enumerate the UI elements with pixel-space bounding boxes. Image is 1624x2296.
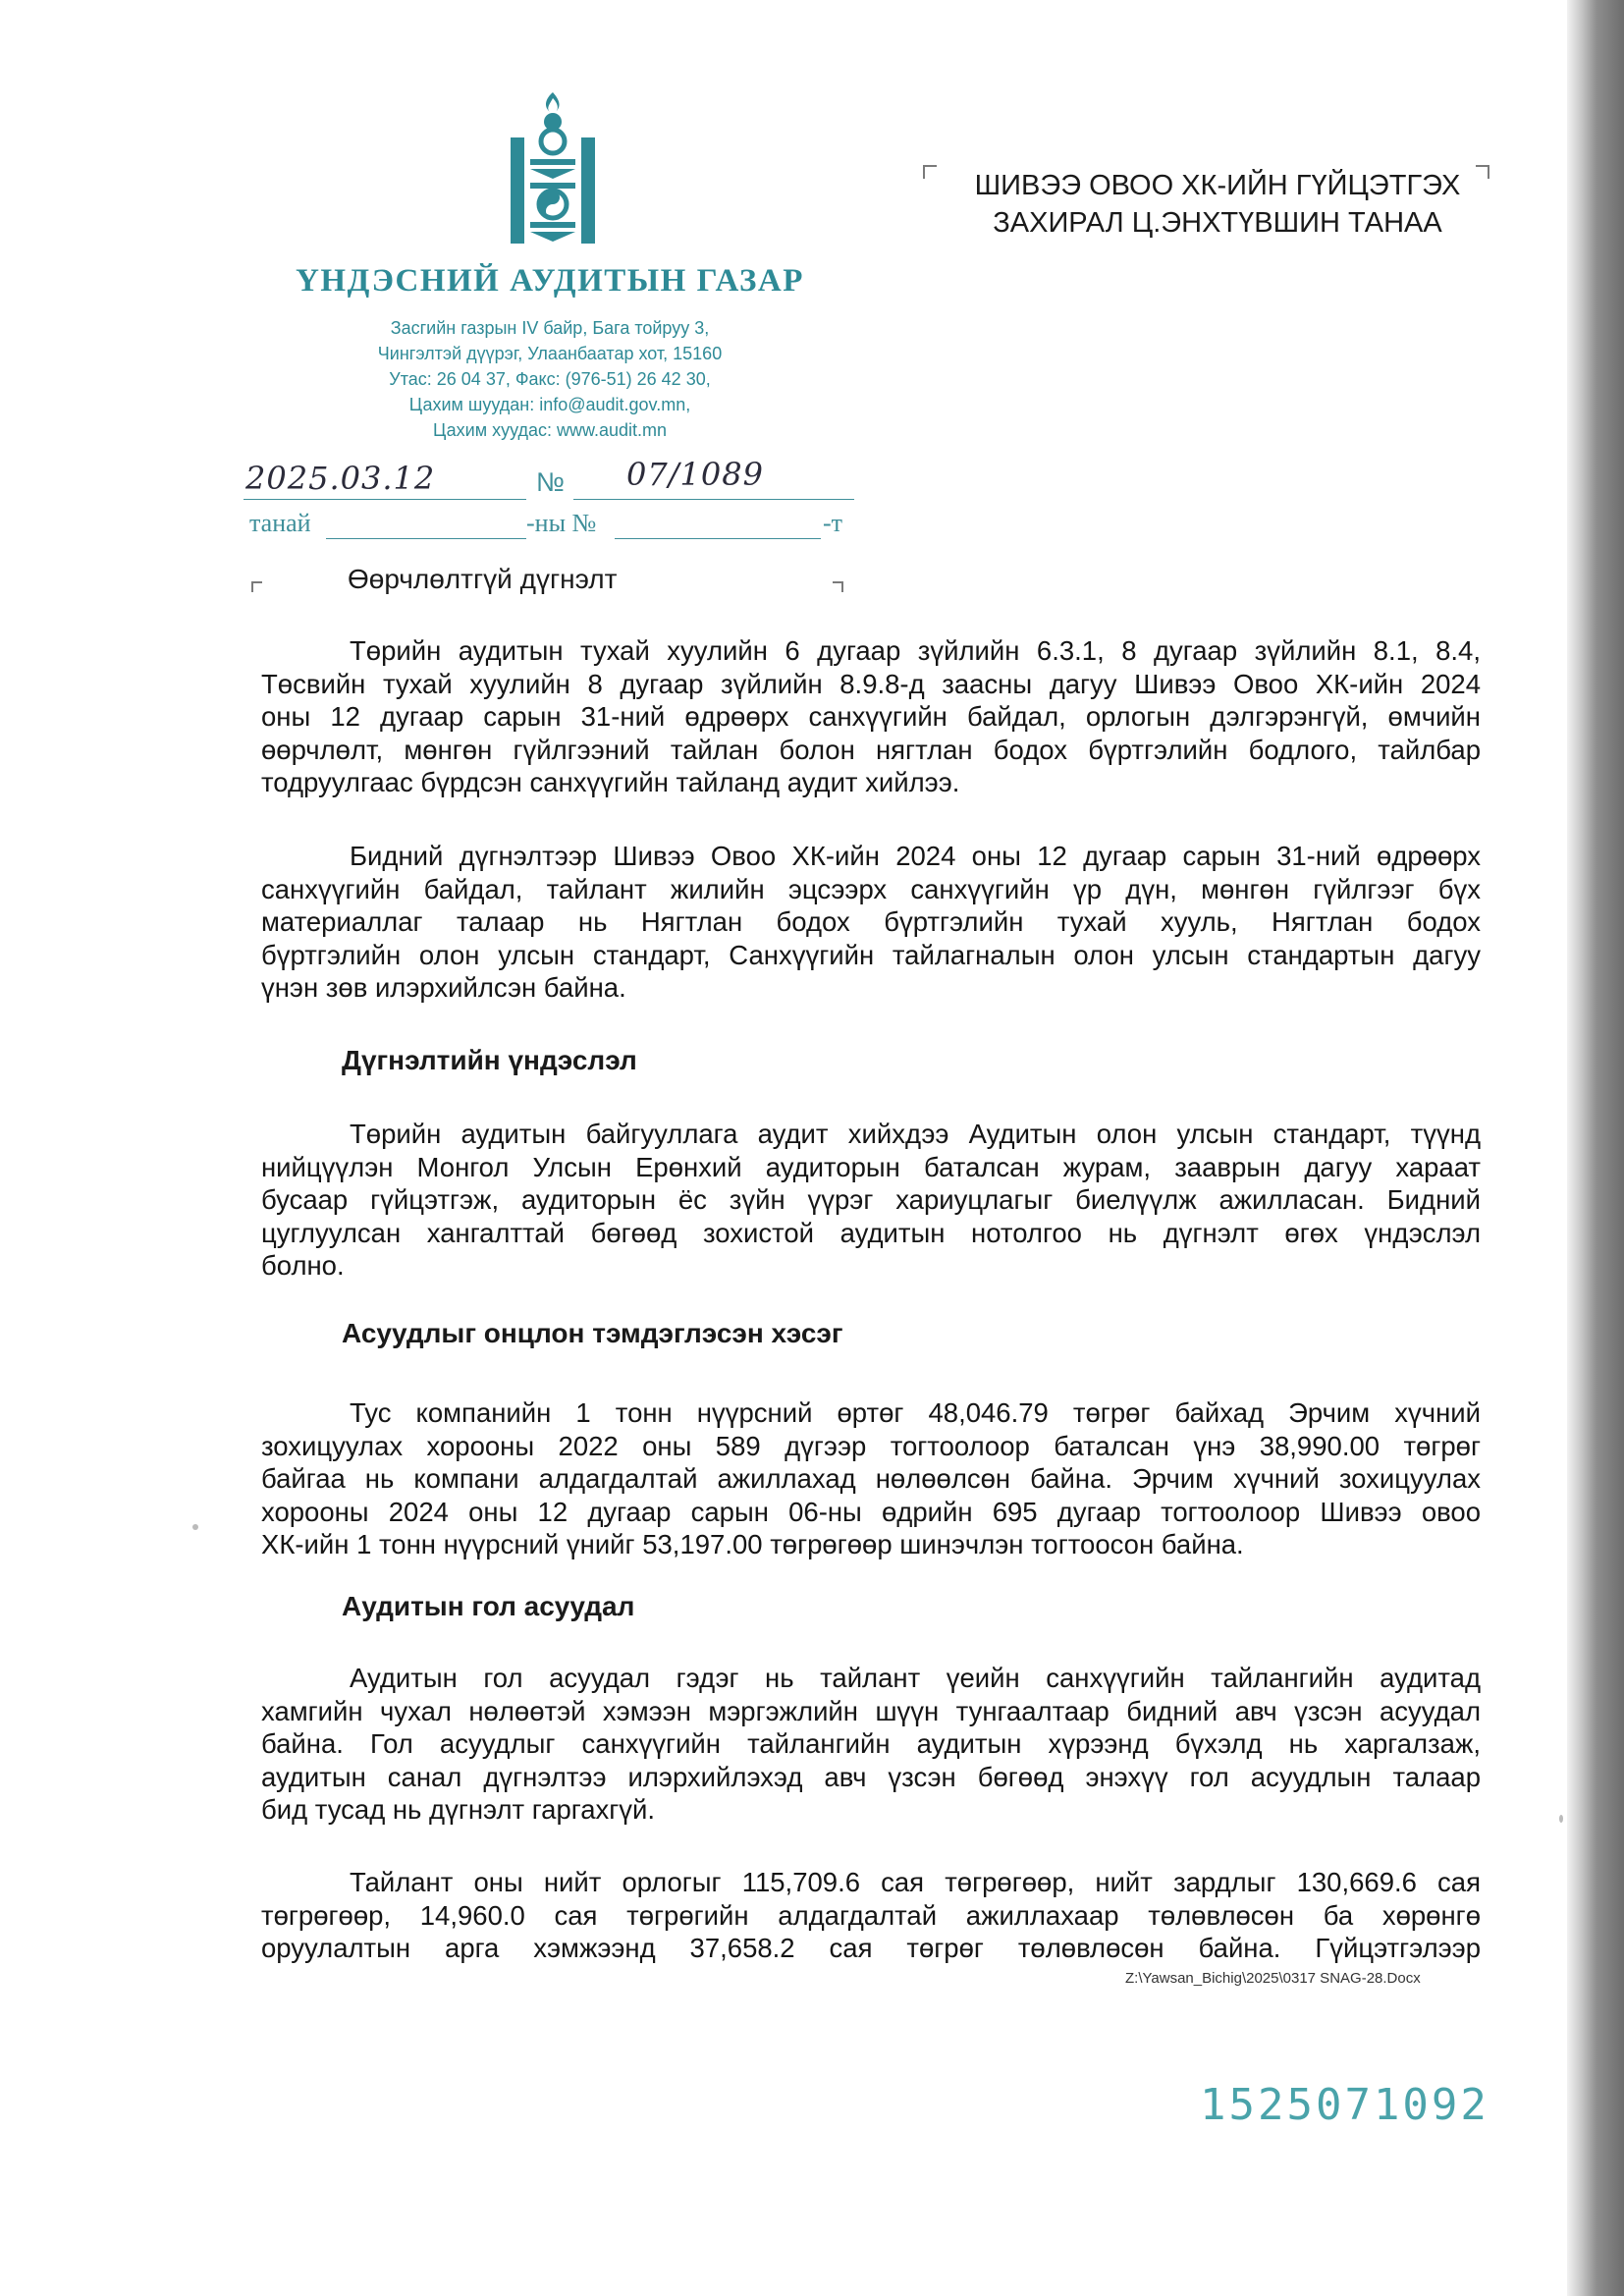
- text-line: бид тусад нь дүгнэлт гаргахгүй.: [261, 1794, 656, 1826]
- text-line: аудитын санал дүгнэлтээ илэрхийлэхэд авч үзсэн бөгөөд энэхүү гол асуудлын талаар: [261, 1761, 1481, 1792]
- organization-name: ҮНДЭСНИЙ АУДИТЫН ГАЗАР: [296, 263, 804, 299]
- text-line: бүртгэлийн олон улсын стандарт, Санхүүгийн тайлагналын олон улсын стандартын дагуу: [261, 939, 1481, 970]
- handwritten-date: 2025.03.12: [245, 460, 436, 497]
- number-label: №: [536, 467, 565, 497]
- text-line: цуглуулсан хангалттай бөгөөд зохистой аудитын нотолгоо нь дүгнэлт өгөх үндэслэл: [261, 1217, 1481, 1248]
- paragraph-budget: [261, 1866, 1481, 1965]
- corner-mark: [251, 581, 262, 592]
- paragraph-opinion: [261, 840, 1481, 1005]
- section-heading: Аудитын гол асуудал: [342, 1591, 635, 1621]
- text-line: хамгийн чухал нөлөөтэй хэмээн мэргэжлийн шүүн тунгаалтаар бидний авч үзсэн асуудал: [261, 1695, 1481, 1726]
- paragraph-basis: [261, 1118, 1481, 1283]
- addressee-block: [928, 167, 1507, 242]
- text-line: Төрийн аудитын байгууллага аудит хийхдээ Аудитын олон улсын стандарт, түүнд: [350, 1119, 1481, 1149]
- text-line: зохицуулах хорооны 2022 оны 589 дүгээр тогтоолоор баталсан үнэ 38,990.00 төгрөг: [261, 1430, 1481, 1461]
- t-suffix: -т: [823, 509, 843, 537]
- handwritten-number: 07/1089: [626, 456, 764, 493]
- soyombo-emblem-icon: [511, 90, 595, 253]
- text-line: оны 12 дугаар сарын 31-ний өдрөөрх санхүүгийн байдал, орлогын дэлгэрэнгүй, өмчийн: [261, 701, 1481, 733]
- paragraph-key-audit-matters: [261, 1662, 1481, 1827]
- text-line: Аудитын гол асуудал гэдэг нь тайлант үеийн санхүүгийн тайлангийн аудитад: [350, 1663, 1481, 1693]
- corner-mark: [833, 581, 843, 592]
- paragraph-emphasis: [261, 1396, 1481, 1561]
- email-line: Цахим шуудан: info@audit.gov.mn,: [408, 395, 691, 414]
- address-line: Чингэлтэй дүүрэг, Улаанбаатар хот, 15160: [377, 344, 723, 363]
- text-line: тодруулгаас бүрдсэн санхүүгийн тайланд аудит хийлээ.: [261, 767, 960, 798]
- stamp-number: 1525071092: [1200, 2080, 1489, 2130]
- scan-speck: [1559, 1815, 1563, 1823]
- tanai-label: танай: [249, 509, 311, 537]
- ny-no-underline: [615, 538, 821, 539]
- section-heading: Дүгнэлтийн үндэслэл: [342, 1045, 637, 1075]
- paragraph-audit-scope: [261, 634, 1481, 799]
- tanai-underline: [326, 538, 526, 539]
- text-line: оруулалтын арга хэмжээнд 37,658.2 сая төгрөг төлөвлөсөн байна. Гүйцэтгэлээр: [261, 1933, 1481, 1964]
- reference-row: [244, 456, 852, 503]
- address-line: Засгийн газрын IV байр, Бага тойруу 3,: [390, 318, 710, 338]
- number-underline: [573, 499, 854, 500]
- text-line: төгрөгөөр, 14,960.0 сая төгрөгийн алдагдалтай ажиллахаар төлөвлөсөн ба хөрөнгө: [261, 1899, 1481, 1931]
- file-path: Z:\Yawsan_Bichig\2025\0317 SNAG-28.Docx: [1125, 1970, 1421, 1987]
- text-line: бусаар гүйцэтгэж, аудиторын ёс зүйн үүрэг хариуцлагыг биелүүлж ажилласан. Бидний: [261, 1184, 1481, 1216]
- text-line: хорооны 2024 оны 12 дугаар сарын 06-ны өдрийн 695 дугаар тогтоолоор Шивээ овоо: [261, 1496, 1481, 1527]
- text-line: материаллаг талаар нь Нягтлан бодох бүртгэлийн тухай хууль, Нягтлан бодох: [261, 906, 1481, 938]
- text-line: үнэн зөв илэрхийлсэн байна.: [261, 972, 626, 1004]
- letter-subject: Өөрчлөлтгүй дүгнэлт: [348, 564, 618, 594]
- scan-speck: [192, 1524, 198, 1530]
- text-line: болно.: [261, 1250, 345, 1282]
- ny-no-label: -ны №: [526, 509, 597, 537]
- text-line: байгаа нь компани алдагдалтай ажиллахад нөлөөлсөн байна. Эрчим хүчний зохицуулах: [261, 1463, 1481, 1495]
- scan-edge-shadow: [1567, 0, 1624, 2296]
- text-line: санхүүгийн байдал, тайлант жилийн эцсээрх санхүүгийн үр дүн, мөнгөн гүйлгээг бүх: [261, 873, 1481, 904]
- text-line: Тус компанийн 1 тонн нүүрсний өртөг 48,046.79 төгрөг байхад Эрчим хүчний: [350, 1397, 1481, 1428]
- organization-header: [236, 263, 864, 443]
- text-line: байна. Гол асуудлыг санхүүгийн тайлангийн аудитын хүрээнд бүхэлд нь харгалзаж,: [261, 1728, 1481, 1760]
- addressee-line: ШИВЭЭ ОВОО ХК-ИЙН ГҮЙЦЭТГЭХ: [974, 170, 1461, 201]
- phone-fax-line: Утас: 26 04 37, Факс: (976-51) 26 42 30,: [389, 369, 711, 389]
- addressee-line: ЗАХИРАЛ Ц.ЭНХТҮВШИН ТАНАА: [993, 207, 1442, 239]
- reply-reference-row: [249, 509, 878, 548]
- text-line: өөрчлөлт, мөнгөн гүйлгээний тайлан болон нягтлан бодох бүртгэлийн бодлого, тайлбар: [261, 734, 1481, 765]
- website-line: Цахим хуудас: www.audit.mn: [432, 420, 668, 440]
- text-line: Төрийн аудитын тухай хуулийн 6 дугаар зүйлийн 6.3.1, 8 дугаар зүйлийн 8.1, 8.4,: [350, 635, 1481, 666]
- text-line: нийцүүлэн Монгол Улсын Ерөнхий аудиторын баталсан журам, зааврын дагуу хараат: [261, 1151, 1481, 1182]
- text-line: Төсвийн тухай хуулийн 8 дугаар зүйлийн 8.9.8-д заасны дагуу Шивээ Овоо ХК-ийн 2024: [261, 668, 1481, 699]
- section-heading: Асуудлыг онцлон тэмдэглэсэн хэсэг: [342, 1318, 843, 1348]
- text-line: Тайлант оны нийт орлогыг 115,709.6 сая төгрөгөөр, нийт зардлыг 130,669.6 сая: [350, 1867, 1481, 1897]
- text-line: Бидний дүгнэлтээр Шивээ Овоо ХК-ийн 2024 оны 12 дугаар сарын 31-ний өдрөөрх: [350, 841, 1481, 871]
- date-underline: [244, 499, 526, 500]
- text-line: ХК-ийн 1 тонн нүүрсний үнийг 53,197.00 төгрөгөөр шинэчлэн тогтоосон байна.: [261, 1529, 1244, 1560]
